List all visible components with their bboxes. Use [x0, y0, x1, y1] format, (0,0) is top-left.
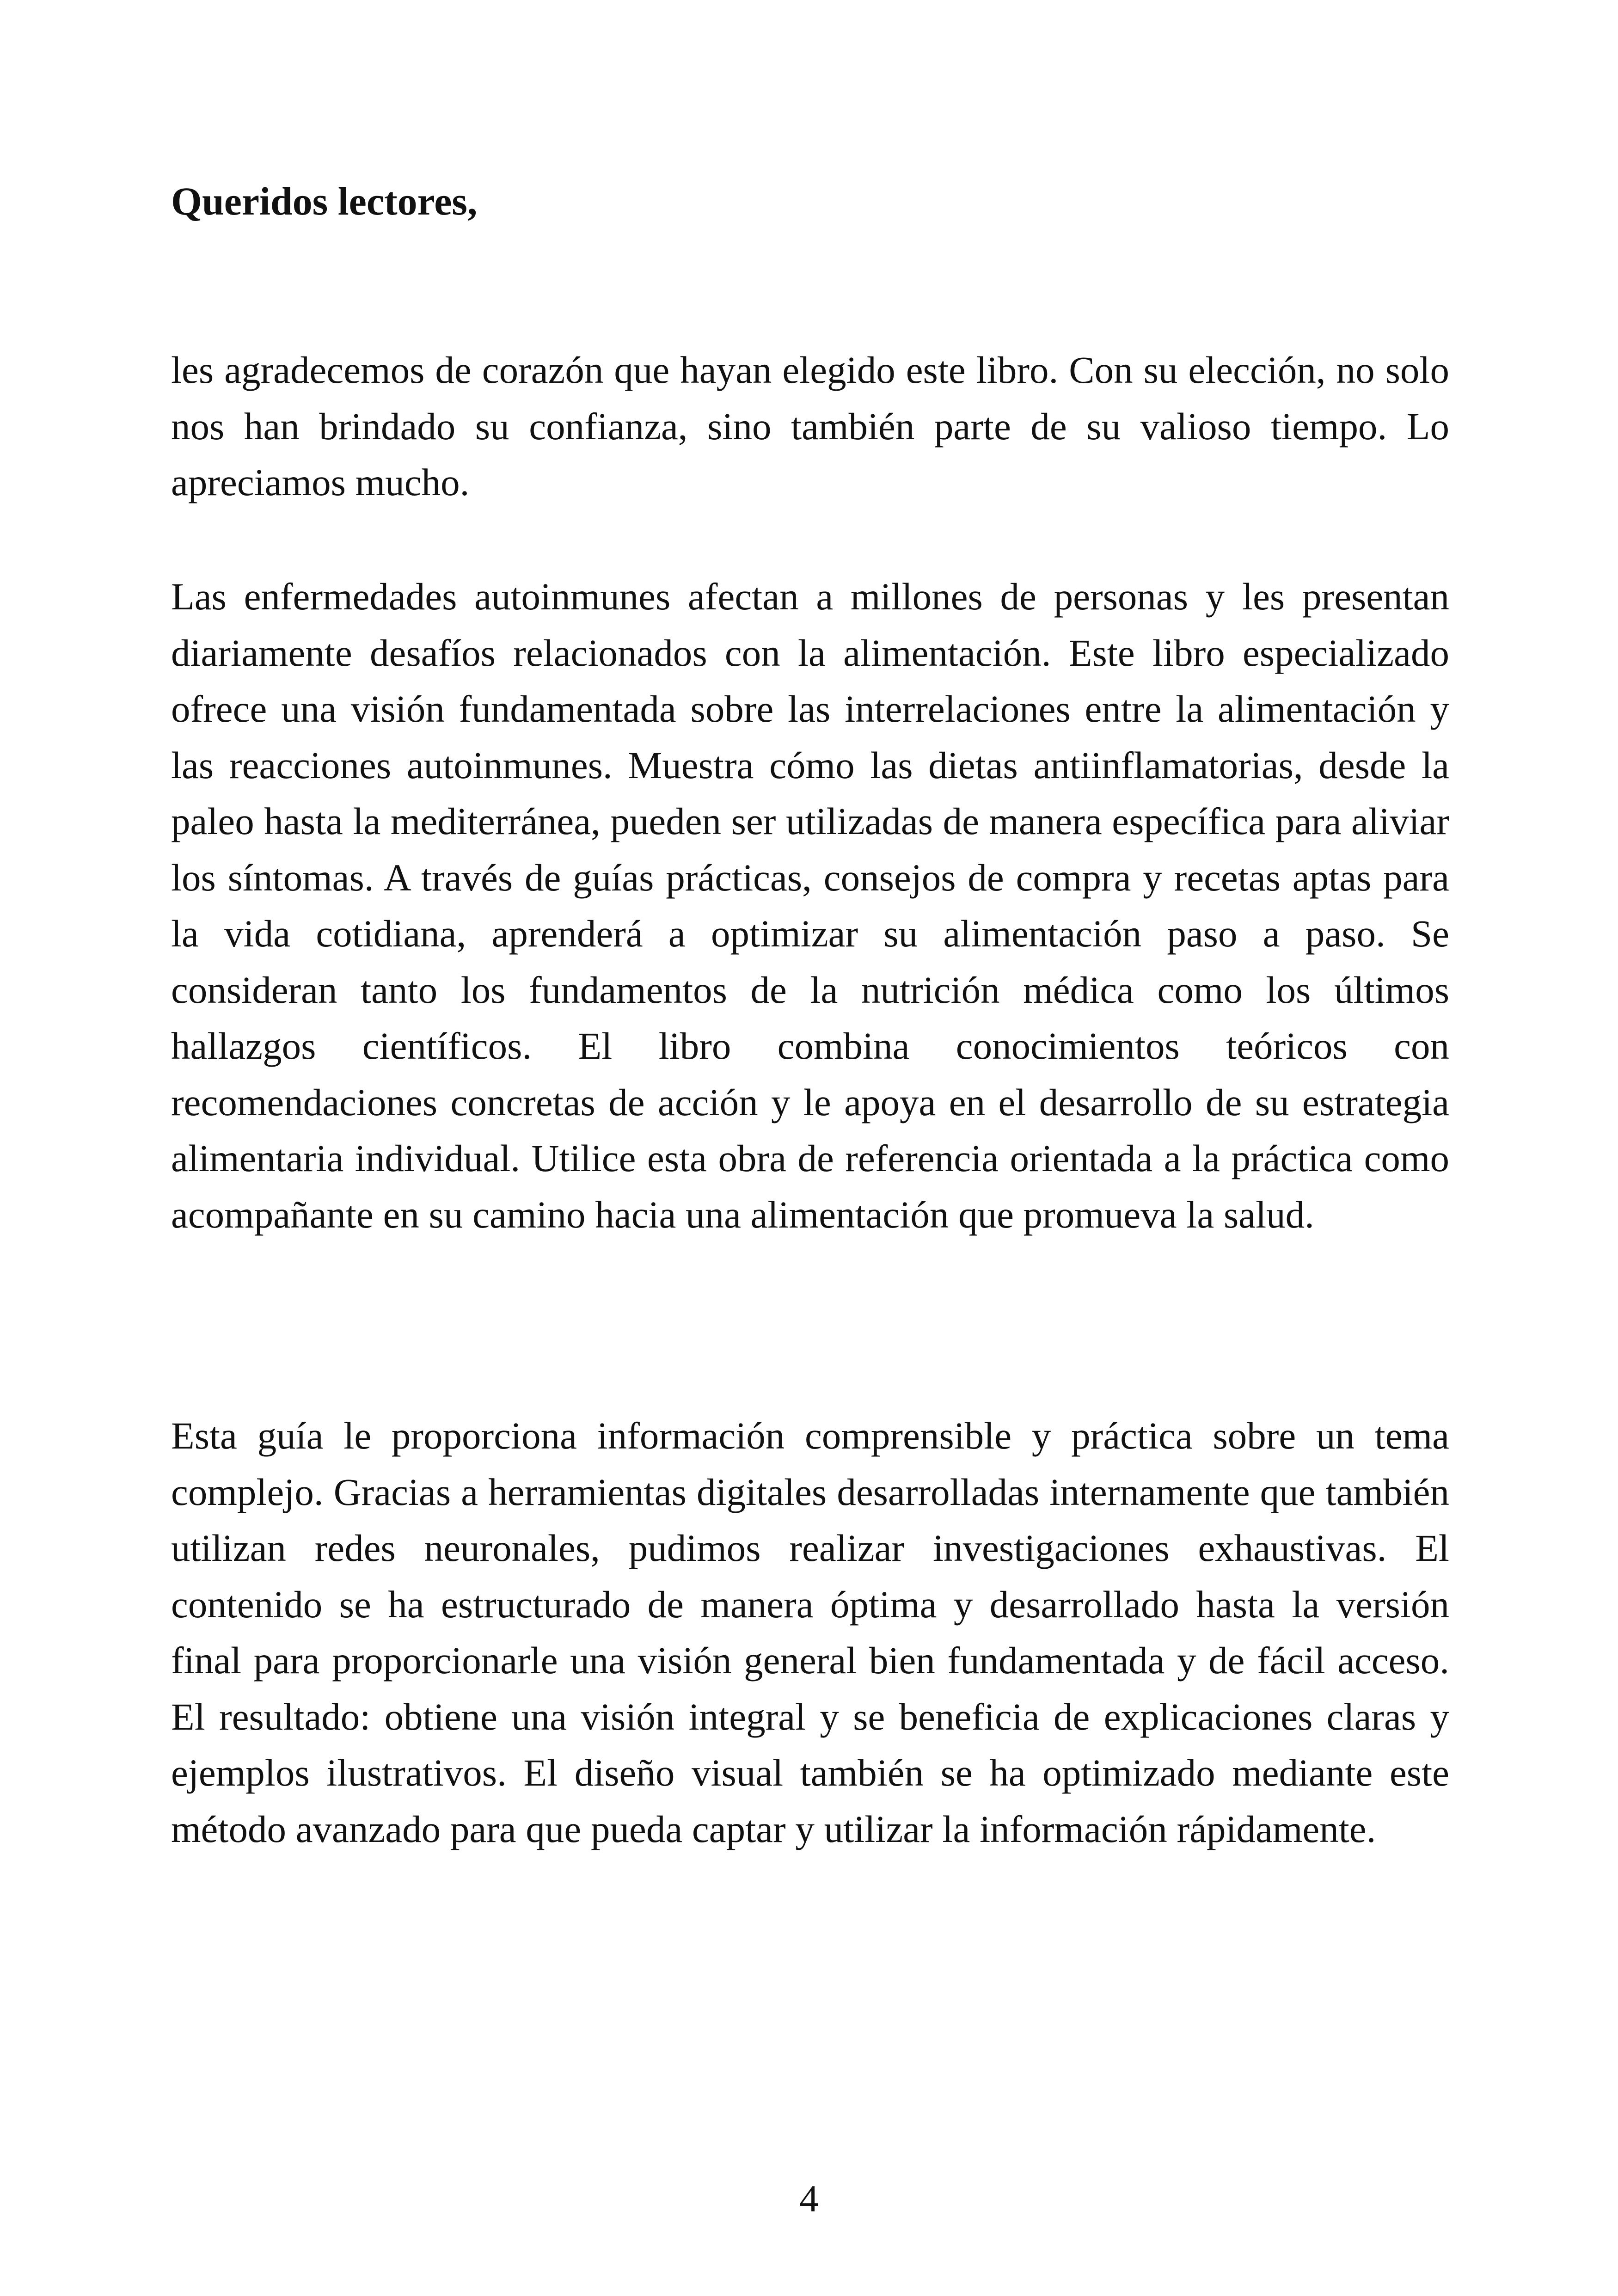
greeting-heading: Queridos lectores,: [171, 179, 478, 223]
paragraph-guide-method: Esta guía le proporciona información comprensible y práctica sobre un tema complejo. Gracias a herramientas digitales desarrolladas internamente que también utilizan redes neuronales, pudimos realizar investigaciones exhaustivas. El contenido se ha estructurado de manera óptima y desarrollado hasta la versión final para proporcionarle una visión general bien fundamentada y de fácil acceso. El resultado: obtiene una visión integral y se beneficia de explicaciones claras y ejemplos ilustrativos. El diseño visual también se ha optimizado mediante este método avanzado para que pueda captar y utilizar la información rápidamente.: [171, 1414, 1449, 1850]
paragraph-book-overview: Las enfermedades autoinmunes afectan a millones de personas y les presentan diariamente desafíos relacionados con la alimentación. Este libro especializado ofrece una visión fundamentada sobre las interrelaciones entre la alimentación y las reacciones autoinmunes. Muestra cómo las dietas antiinflamatorias, desde la paleo hasta la mediterránea, pueden ser utilizadas de manera específica para aliviar los síntomas. A través de guías prácticas, consejos de compra y recetas aptas para la vida cotidiana, aprenderá a optimizar su alimentación paso a paso. Se consideran tanto los fundamentos de la nutrición médica como los últimos hallazgos científicos. El libro combina conocimientos teóricos con recomendaciones concretas de acción y le apoya en el desarrollo de su estrategia alimentaria individual. Utilice esta obra de referencia orientada a la práctica como acompañante en su camino hacia una alimentación que promueva la salud.: [171, 575, 1449, 1236]
paragraph-thanks: les agradecemos de corazón que hayan elegido este libro. Con su elección, no solo nos han brindado su confianza, sino también parte de su valioso tiempo. Lo apreciamos mucho.: [171, 349, 1449, 503]
page-number: 4: [799, 2177, 819, 2220]
